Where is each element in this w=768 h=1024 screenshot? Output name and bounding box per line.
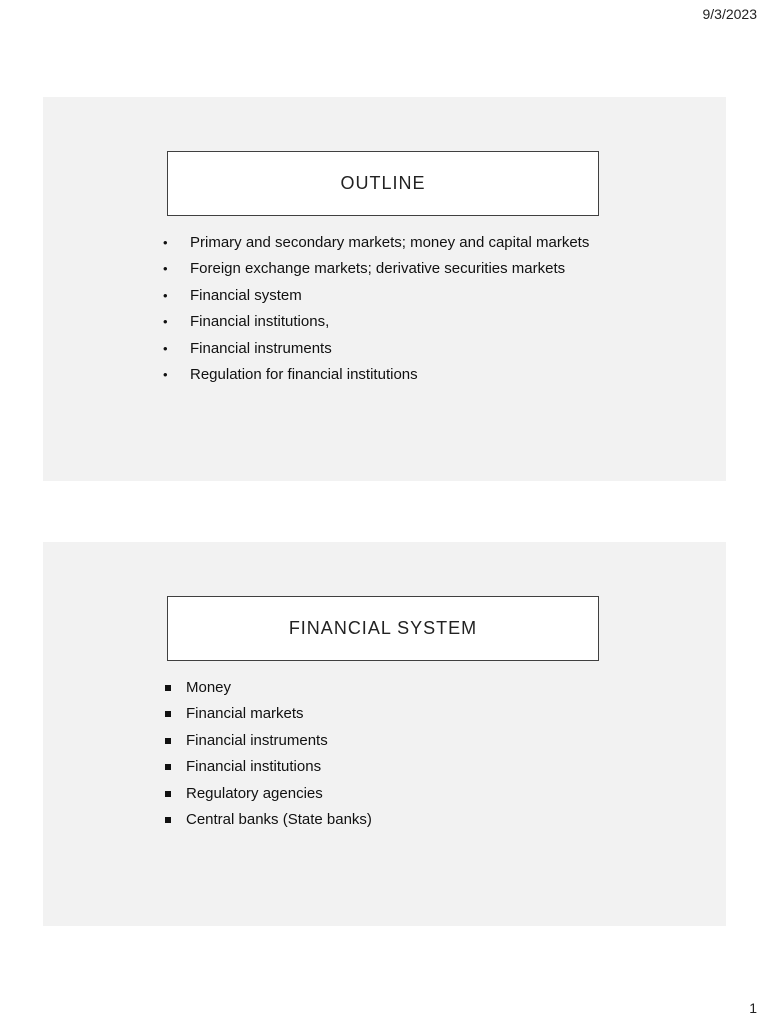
list-item: Regulatory agencies — [161, 781, 372, 807]
bullet-icon: • — [163, 314, 168, 330]
bullet-icon: • — [163, 261, 168, 277]
bullet-icon: • — [163, 367, 168, 383]
square-bullet-icon — [165, 764, 171, 770]
bullet-icon: • — [163, 287, 168, 303]
bullet-list — [161, 230, 589, 388]
square-bullet-icon — [165, 711, 171, 717]
list-item: • Financial institutions, — [161, 309, 589, 335]
slide-financial-system — [43, 542, 726, 926]
square-bullet-icon — [165, 791, 171, 797]
list-item: Financial institutions — [161, 754, 372, 780]
square-bullet-icon — [165, 817, 171, 823]
slide-title-box — [167, 151, 599, 216]
bullet-icon: • — [163, 340, 168, 356]
slide-title: FINANCIAL SYSTEM — [288, 618, 478, 638]
list-item: • Financial system — [161, 283, 589, 309]
bullet-icon: • — [163, 235, 168, 250]
list-item: • Foreign exchange markets; derivative securities markets — [161, 256, 589, 282]
print-date: 9/3/2023 — [702, 6, 757, 22]
list-item: Financial instruments — [161, 728, 372, 754]
slide-title-box — [167, 596, 599, 661]
list-item: Financial markets — [161, 701, 372, 727]
list-item: Money — [161, 675, 372, 701]
list-item: • Regulation for financial institutions — [161, 362, 589, 388]
page-number: 1 — [749, 1000, 757, 1016]
list-item: • Financial instruments — [161, 336, 589, 362]
slide-title: OUTLINE — [340, 173, 426, 193]
slide-outline — [43, 97, 726, 481]
list-item: • Primary and secondary markets; money and capital markets — [161, 230, 589, 256]
square-bullet-icon — [165, 685, 171, 691]
bullet-list — [161, 675, 372, 833]
square-bullet-icon — [165, 738, 171, 744]
list-item: Central banks (State banks) — [161, 807, 372, 833]
